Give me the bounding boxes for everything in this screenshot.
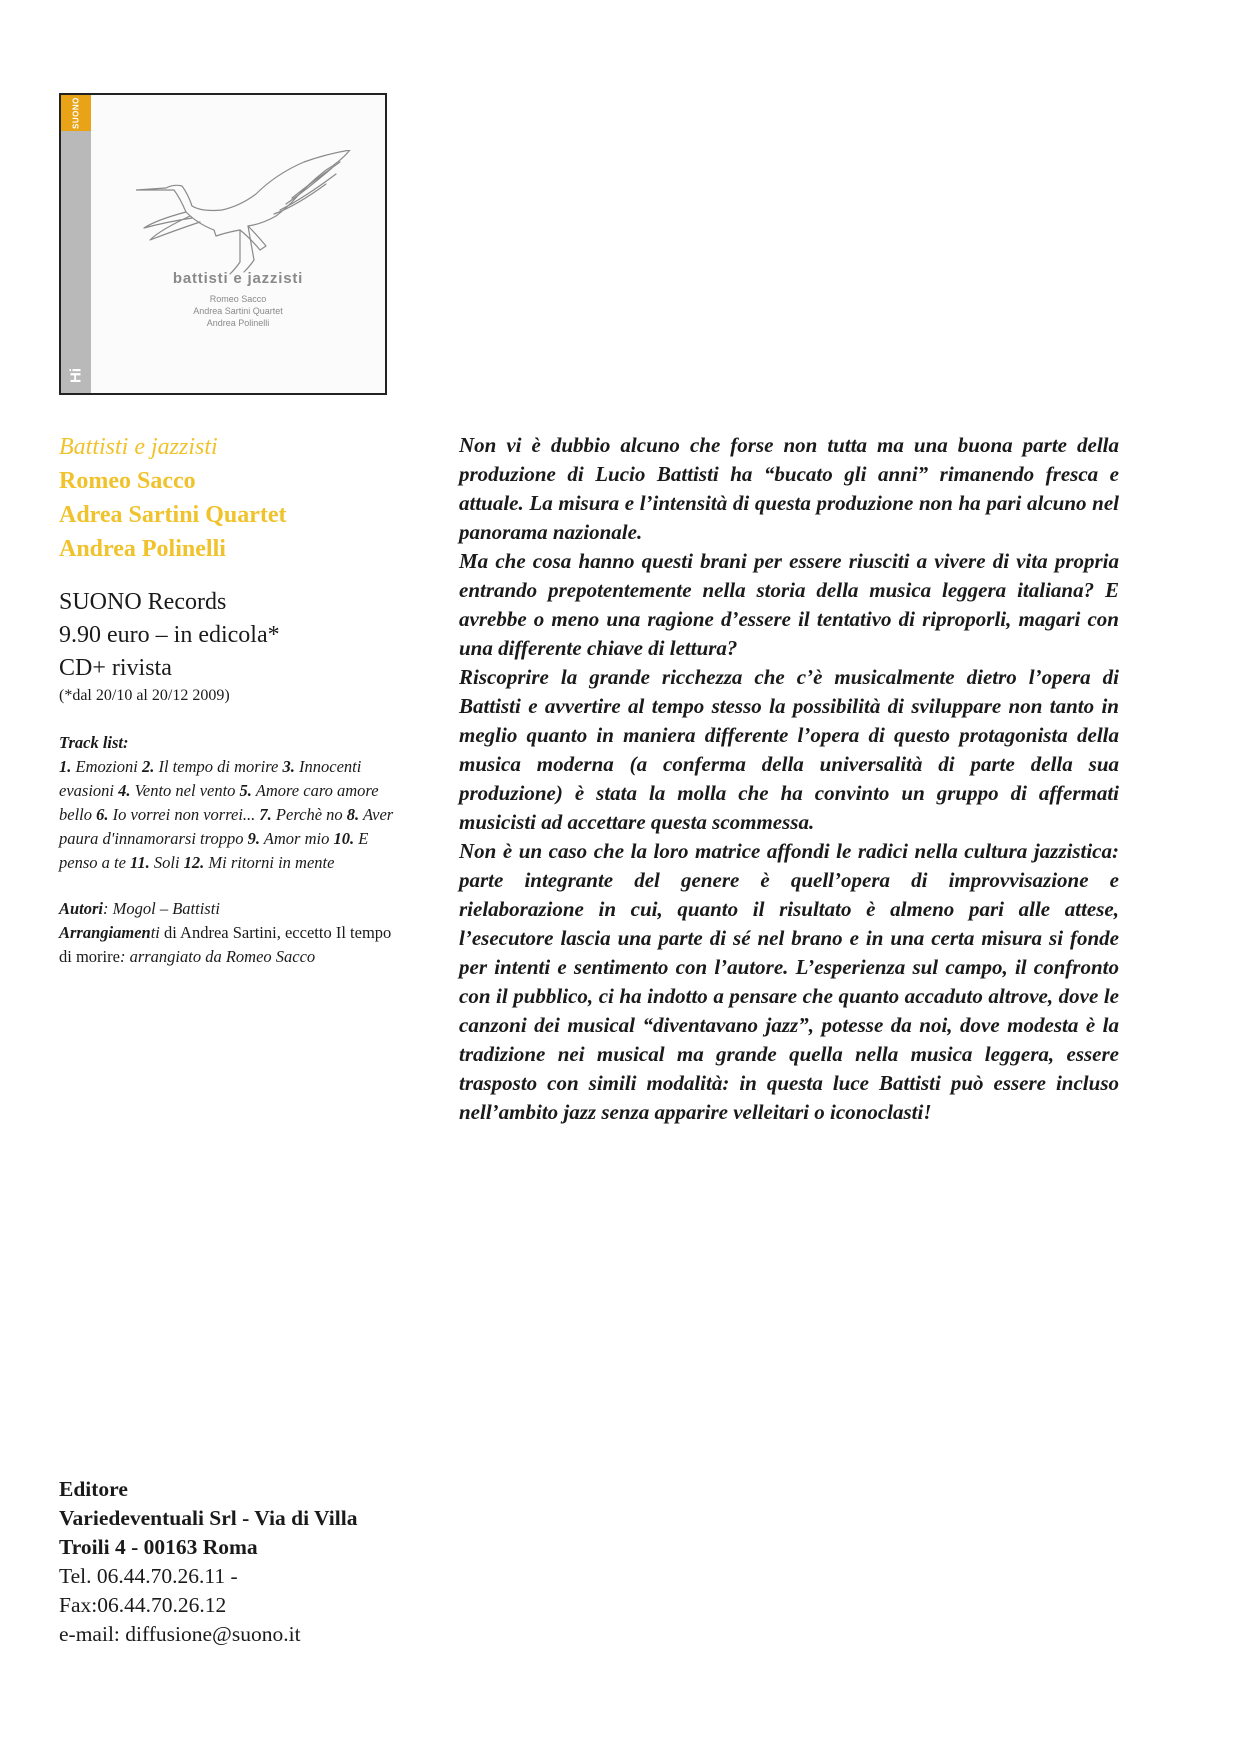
track-number: 6. (96, 805, 109, 824)
artist-name: Andrea Polinelli (59, 536, 226, 562)
track-number: 7. (259, 805, 272, 824)
description-paragraph: Riscoprire la grande ricchezza che c’è musicalmente dietro l’opera di Battisti e avvertire al tempo stesso la possibilità di sviluppare non tanto in meglio quanto in maniera differente l’opera di questo protagonista della musica moderna (a conferma della universalità di parte della sua produzione) è stata la molla che ha convinto un gruppo di affermati musicisti ad accettare questa scommessa. (459, 665, 1119, 834)
description-paragraph: Ma che cosa hanno questi brani per essere riusciti a vivere di vita propria entrando prepotentemente nella storia della musica leggera italiana? E avrebbe o meno una ragione d’essere il tentativo di riproporli, magari con una differente chiave di lettura? (459, 549, 1119, 660)
cover-side-mark: Hi (67, 368, 85, 383)
track-number: 4. (118, 781, 131, 800)
format: CD+ rivista (59, 655, 172, 681)
cover-credit-line: Romeo Sacco (209, 294, 267, 304)
track-title: Perchè no (275, 805, 343, 824)
publisher-info (59, 1475, 399, 1649)
record-label: SUONO Records (59, 589, 227, 615)
track-title: Vento nel vento (134, 781, 236, 800)
authors-value: : Mogol – Battisti (103, 899, 220, 918)
track-number: 10. (333, 829, 355, 848)
album-title: Battisti e jazzisti (59, 434, 218, 460)
availability-note: (*dal 20/10 al 20/12 2009) (59, 687, 230, 704)
price: 9.90 euro – in edicola* (59, 622, 280, 648)
arrangements-label-tail: ti (150, 923, 160, 942)
release-info (59, 586, 399, 707)
track-title: Emozioni (75, 757, 138, 776)
track-number: 3. (282, 757, 295, 776)
arrangement-exception-title: Il tempo di morire (59, 923, 392, 966)
track-number: 1. (59, 757, 72, 776)
track-title: Amore caro amore bello (59, 781, 379, 824)
track-title: E penso a te (59, 829, 369, 872)
heron-drawing-icon (136, 150, 366, 280)
track-number: 5. (239, 781, 252, 800)
publisher-heading: Editore (59, 1477, 128, 1501)
arrangements-value: di Andrea Sartini, eccetto (159, 923, 336, 942)
track-number: 9. (247, 829, 260, 848)
track-title: Io vorrei non vorrei... (112, 805, 256, 824)
authors-label: Autori (59, 899, 104, 918)
track-list-body (59, 757, 393, 872)
publisher-email: e-mail: diffusione@suono.it (59, 1622, 301, 1646)
publisher-fax: Fax:06.44.70.26.12 (59, 1593, 227, 1617)
cover-credit-line: Andrea Polinelli (206, 318, 270, 328)
cover-title: battisti e jazzisti (172, 270, 304, 287)
track-list-heading: Track list: (59, 733, 129, 752)
cover-label-logo: SUONO (61, 95, 91, 131)
cover-credit-line: Andrea Sartini Quartet (193, 306, 283, 316)
track-title: Amor mio (263, 829, 330, 848)
track-list (59, 731, 399, 875)
track-number: 8. (346, 805, 360, 824)
description-text (459, 431, 1119, 1127)
credits (59, 897, 399, 969)
track-title: Aver paura d'innamorarsi troppo (59, 805, 394, 848)
track-number: 11. (130, 853, 150, 872)
arrangement-exception-value: : arrangiato da Romeo Sacco (119, 947, 316, 966)
description-paragraph: Non vi è dubbio alcuno che forse non tutta ma una buona parte della produzione di Lucio Battisti ha “bucato gli anni” rimanendo fresca e attuale. La misura e l’intensità di questa produzione non ha pari alcuno nel panorama nazionale. (459, 433, 1119, 544)
album-info-column (59, 430, 399, 969)
track-title: Innocenti evasioni (59, 757, 362, 800)
publisher-tel: Tel. 06.44.70.26.11 - (59, 1564, 238, 1588)
track-number: 2. (141, 757, 155, 776)
cover-credits (91, 293, 385, 329)
album-cover (59, 93, 387, 395)
track-number: 12. (183, 853, 205, 872)
description-paragraph: Non è un caso che la loro matrice affondi le radici nella cultura jazzistica: parte integrante del genere è quell’opera di improvvisazione e rielaborazione in cui, quanto il risultato è almeno pari alle attese, l’esecutore lascia una parte di sé nel brano e in una certa misura si fonde per intenti e sentimento con l’autore. L’esperienza sul campo, il confronto con il pubblico, ci ha indotto a pensare che quanto accaduto altrove, dove le canzoni dei musical “diventavano jazz”, potesse da noi, dove modesta è la tradizione nei musical ma grande quella nella musica leggera, essere trasposto con simili modalità: in questa luce Battisti può essere incluso nell’ambito jazz senza apparire velleitari o iconoclasti! (459, 839, 1119, 1124)
artist-name: Romeo Sacco (59, 468, 196, 494)
track-title: Soli (153, 853, 180, 872)
artist-name: Adrea Sartini Quartet (59, 502, 287, 528)
track-title: Il tempo di morire (158, 757, 279, 776)
arrangements-label: Arrangiamen (59, 923, 151, 942)
publisher-address: Variedeventuali Srl - Via di Villa Troili 4 - 00163 Roma (59, 1506, 358, 1559)
track-title: Mi ritorni in mente (208, 853, 335, 872)
